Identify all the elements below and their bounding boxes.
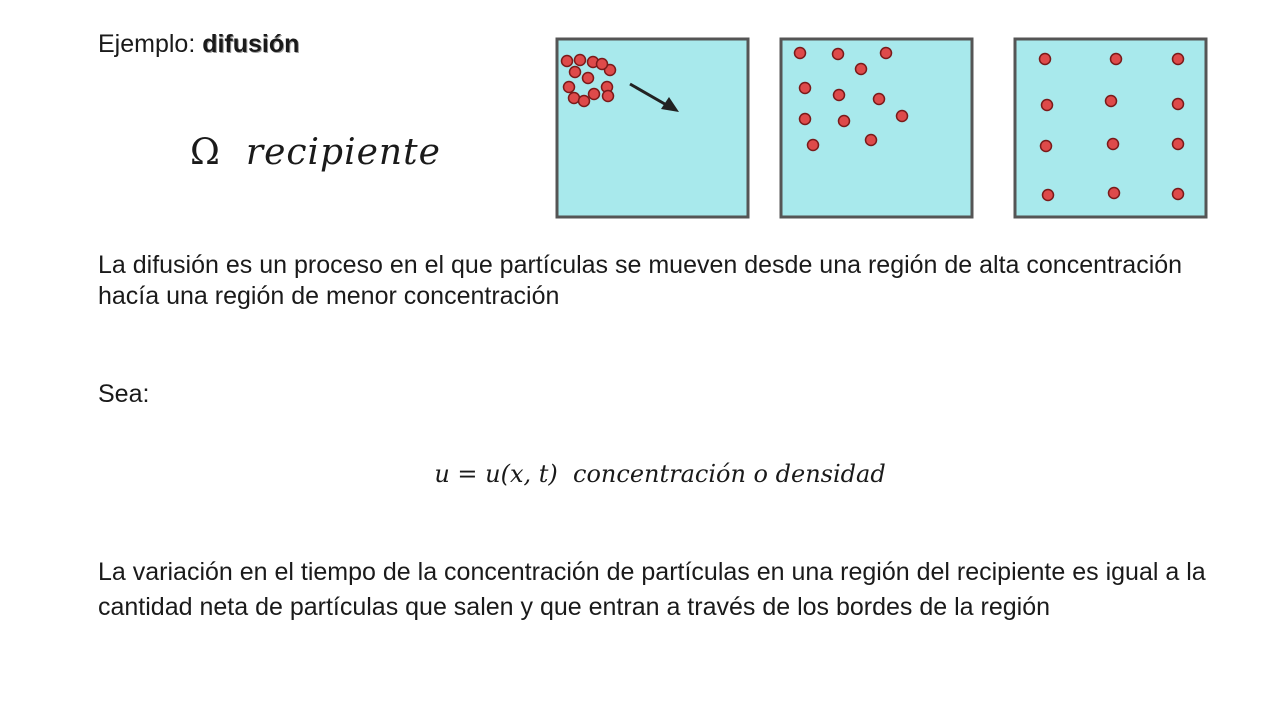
conclusion-paragraph: La variación en el tiempo de la concentración de partículas en una región del recipiente es igual a la cantidad neta de partículas que salen y que entran a través de los bordes de la región [98, 558, 1206, 621]
container-box-1 [557, 39, 748, 217]
formula-lhs: u = u(x, t) [434, 460, 558, 488]
domain-label [190, 132, 441, 173]
formula-rhs: concentración o densidad [573, 460, 886, 488]
domain-word: recipiente [245, 132, 441, 173]
slide-heading [98, 30, 299, 59]
heading-prefix: Ejemplo: [98, 30, 203, 58]
heading-highlight: difusión [202, 30, 300, 58]
diffusion-description: La difusión es un proceso en el que partículas se mueven desde una región de alta concentración hacía una región de menor concentración [98, 251, 1183, 310]
omega-symbol: Ω [190, 132, 220, 173]
sea-label: Sea: [98, 380, 150, 408]
container-box-2 [781, 39, 972, 217]
formula [0, 460, 1280, 488]
diffusion-figure [550, 34, 1215, 224]
